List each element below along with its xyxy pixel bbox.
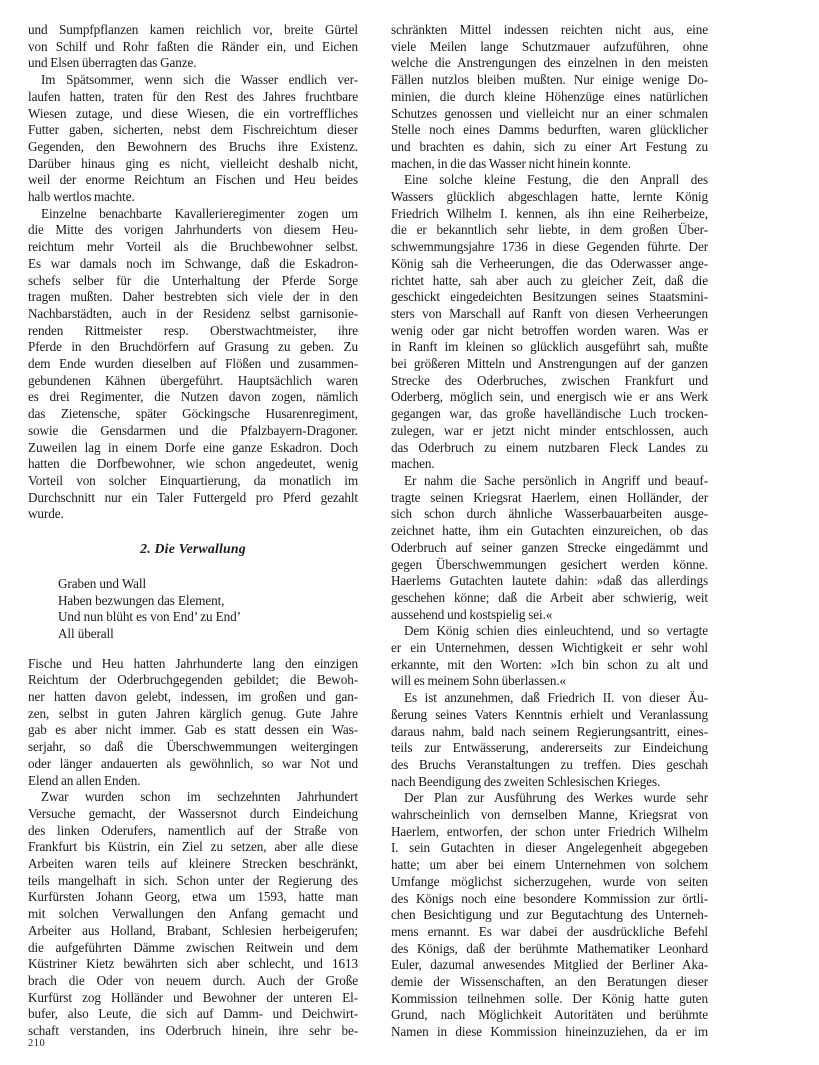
text-line: Fische und Heu hatten Jahrhunderte lang den einzigen [28, 655, 358, 671]
paragraph [391, 473, 708, 623]
text-line: demie der Wissenschaften, an den Beratungen dieser [391, 974, 708, 990]
text-line: schränkten Mittel indessen reichten nicht aus, eine [391, 22, 708, 37]
text-line: Schutzes genossen und vielleicht nur an einer schmalen [391, 105, 708, 121]
text-line: Es war damals noch im Schwange, daß die Eskadron- [28, 255, 358, 271]
text-line: Gegenden, den Bewohnern des Bruchs ihre Existenz. [28, 138, 358, 154]
text-line: oder länger andauerten als gewöhnlich, so war Not und [28, 755, 358, 771]
paragraph [28, 22, 358, 72]
text-line: geschickt eingedeichten Besitzungen seines Staatsmini- [391, 289, 708, 305]
text-line: Er nahm die Sache persönlich in Angriff und beauf- [404, 472, 708, 488]
text-line: Der Plan zur Ausführung des Werkes wurde sehr [404, 790, 708, 806]
text-line: hatten die Dorfbewohner, wie schon angedeutet, wenig [28, 456, 358, 472]
text-line: Haerlem, entworfen, der schon unter Friedrich Wilhelm [391, 823, 708, 839]
text-line: chen Besichtigung und zur Begutachtung des Unterneh- [391, 907, 708, 923]
text-line: minien, die durch kleine Höhenzüge eines natürlichen [391, 88, 708, 104]
text-line: Futter gaben, sicherten, nebst dem Fischreichtum dieser [28, 122, 358, 138]
text-line: und Sumpfpflanzen kamen reichlich vor, breite Gürtel [28, 22, 358, 37]
text-line: Wiesen zutage, und diese Wiesen, die ein vortreffliches [28, 105, 358, 121]
text-line: Grund, nach Möglichkeit Autoritäten und berühmte [391, 1007, 708, 1023]
text-line: machen, in die das Wasser nicht hinein konnte. [391, 155, 631, 171]
text-line: Zwar wurden schon im sechzehnten Jahrhundert [41, 789, 358, 805]
text-line: die er bekanntlich sehr liebte, in dem großen Über- [391, 222, 708, 238]
text-line: Nachbarstädten, auch in der Residenz selbst garnisonie- [28, 305, 358, 321]
paragraph [28, 656, 358, 790]
text-line: des Königs, daß der berühmte Mathematiker Leonhard [391, 940, 708, 956]
text-line: schwemmungsjahre 1736 in diese Gegenden führte. Der [391, 239, 708, 255]
text-line: Reichtum der Oderbruchgegenden gebildet; die Bewoh- [28, 672, 358, 688]
text-line: des Bruchs Veranstaltungen zu treffen. Dies geschah [391, 756, 708, 772]
text-line: ner hatten davon gelebt, indessen, im großen und gan- [28, 689, 358, 705]
text-line: laufen hatten, traten für den Rest des Jahres fruchtbare [28, 88, 358, 104]
text-line: gegangen war, das große havelländische Luch trocken- [391, 406, 708, 422]
text-line: bei größeren Mitteln und Anstrengungen auf der ganzen [391, 356, 708, 372]
text-line: Vorteil von solcher Einquartierung, da monatlich im [28, 472, 358, 488]
text-line: bufer, also Leute, die sich auf Damm- und Deichwirt- [28, 1006, 358, 1022]
text-line: das Zietensche, später Göckingsche Husarenregiment, [28, 406, 358, 422]
text-line: tragen mußten. Daher bestrebten sich viele der in den [28, 289, 358, 305]
verse-line: Haben bezwungen das Element, [58, 592, 225, 608]
text-line: Darüber hinaus ging es nicht, vielleicht deshalb nicht, [28, 155, 358, 171]
paragraph [28, 206, 358, 523]
text-line: welche die Anstrengungen des einzelnen in den meisten [391, 55, 708, 71]
text-line: Haerlems Gutachten lautete dahin: »daß das allerdings [391, 573, 708, 589]
verse-quote [58, 576, 358, 643]
text-line: und Elsen überragten das Ganze. [28, 55, 197, 71]
text-line: in Ranft im kleinen so glücklich ausgeführt sah, mußte [391, 339, 708, 355]
text-line: Kurfürst zog Holländer und Bewohner der unteren El- [28, 989, 358, 1005]
text-line: Frankfurt bis Küstrin, ein Ziel zu setzen, aber alle diese [28, 839, 358, 855]
text-line: es drei Regimenter, die Nutzen davon zogen, nämlich [28, 389, 358, 405]
text-line: geschehen könne; daß die Arbeit aber schwierig, weit [391, 589, 708, 605]
text-line: nach Beendigung des zweiten Schlesischen Krieges. [391, 773, 661, 789]
text-line: Kurfürsten Johann Georg, etwa um 1593, hatte man [28, 889, 358, 905]
text-line: zen, selbst in guten Jahren kärglich genug. Gute Jahre [28, 705, 358, 721]
page-number: 210 [28, 1038, 46, 1049]
paragraph [391, 172, 708, 473]
text-line: Versuche gemacht, der Wassersnot durch Eindeichung [28, 805, 358, 821]
text-line: weil der enorme Reichtum an Fischen und Heu beides [28, 172, 358, 188]
text-line: tragte seinen Kriegsrat Haerlem, einen Holländer, der [391, 489, 708, 505]
text-line: sowie die Gensdarmen und die Pfalzbayern-Dragoner. [28, 422, 358, 438]
text-line: mit solchen Verwallungen den Anfang gemacht und [28, 906, 358, 922]
text-line: Es ist anzunehmen, daß Friedrich II. von dieser Äu- [404, 690, 708, 706]
text-line: erkannte, mit den Worten: »Ich bin schon zu alt und [391, 656, 708, 672]
left-column [28, 22, 358, 1040]
text-line: des linken Oderufers, namentlich auf der Straße von [28, 822, 358, 838]
text-line: Fällen nutzlos bleiben mußten. Nur einige wenige Do- [391, 72, 708, 88]
text-line: und brachten es dahin, sich zu einer Art Festung zu [391, 138, 708, 154]
text-line: ßerung seines Vaters Kenntnis erhielt und Veranlassung [391, 706, 708, 722]
paragraph [391, 623, 708, 690]
verse-line: Graben und Wall [58, 575, 147, 591]
text-line: Dem König schien dies einleuchtend, und so vertagte [404, 623, 708, 639]
paragraph [391, 22, 708, 172]
text-line: von Schilf und Rohr faßten die Ränder ein, und Eichen [28, 38, 358, 54]
text-line: Durchschnitt nur ein Taler Futtergeld pro Pferd gezahlt [28, 489, 358, 505]
text-line: Umfange möglichst sicherzugehen, wurde von seiten [391, 873, 708, 889]
paragraph [391, 790, 708, 1041]
text-line: renden Rittmeister resp. Oberstwachtmeister, ihre [28, 322, 358, 338]
text-line: er ein Unternehmen, dessen Wichtigkeit er sehr wohl [391, 640, 708, 656]
text-line: daraus nahm, bald nach seinem Regierungsantritt, eines- [391, 723, 708, 739]
text-line: teils zur Entwässerung, andererseits zur Eindeichung [391, 740, 708, 756]
verse-line: Und nun blüht es von End’ zu End’ [58, 609, 241, 625]
text-line: reichtum mehr Vorteil als die Bruchbewohner selbst. [28, 239, 358, 255]
text-line: Oderberg, möglich sein, und energisch wie er ans Werk [391, 389, 708, 405]
text-line: serjahr, so daß die Überschwemmungen weitergingen [28, 739, 358, 755]
text-line: will es meinem Sohn überlassen.« [391, 673, 567, 689]
text-line: Wassers glücklich abgeschlagen hatte, lernte König [391, 189, 708, 205]
text-line: brach die Oder von neuem durch. Auch der Große [28, 972, 358, 988]
text-line: halb wertlos machte. [28, 189, 135, 205]
text-line: gebundenen Kähnen übergeführt. Hauptsächlich waren [28, 372, 358, 388]
text-line: Eine solche kleine Festung, die den Anprall des [404, 172, 708, 188]
text-line: des Königs noch eine besondere Kommission zur örtli- [391, 890, 708, 906]
paragraph [28, 789, 358, 1040]
text-line: wenig oder gar nicht betroffen worden waren. Was er [391, 322, 708, 338]
text-line: gab es aber nicht immer. Gab es statt dessen ein Was- [28, 722, 358, 738]
section-heading: 2. Die Verwallung [140, 541, 246, 557]
right-column [391, 22, 708, 1041]
text-line: wurde. [28, 506, 64, 522]
text-line: Kommission teilnehmen solle. Der König hatte guten [391, 990, 708, 1006]
text-line: teils mangelhaft in sich. Schon unter der Regierung des [28, 872, 358, 888]
text-line: die aufgeführten Dämme zwischen Reitwein und dem [28, 939, 358, 955]
text-line: Friedrich Wilhelm I. kennen, als ihn eine Reiherbeize, [391, 205, 708, 221]
text-line: schefs selber für die Unterhaltung der Pferde Sorge [28, 272, 358, 288]
text-line: Zuweilen lag in einem Dorfe eine ganze Eskadron. Doch [28, 439, 358, 455]
text-line: gegen Überschwemmungen gesichert werden könne. [391, 556, 708, 572]
text-line: sters von Marschall auf Ranft von diesen Verheerungen [391, 305, 708, 321]
text-line: richtet hatte, sah aber auch zu gleicher Zeit, daß die [391, 272, 708, 288]
text-line: das Oderbruch zu einem nutzbaren Fleck Landes zu [391, 439, 708, 455]
text-line: zeichnet hatte, ihm ein Gutachten einzureichen, ob das [391, 523, 708, 539]
paragraph [391, 690, 708, 790]
text-line: hatte; um aber bei einem Unternehmen von solchem [391, 857, 708, 873]
text-line: mens ernannt. Es war dabei der ausdrückliche Befehl [391, 923, 708, 939]
text-line: machen. [391, 456, 435, 472]
text-line: Namen in diese Kommission hineinzuziehen, da er im [391, 1024, 708, 1040]
text-line: schaft verstanden, ins Oderbruch hinein, ihre sehr be- [28, 1023, 358, 1039]
text-line: wahrscheinlich von demselben Manne, Kriegsrat von [391, 807, 708, 823]
paragraph [28, 72, 358, 206]
text-line: Arbeiten waren teils auf kleinere Strecken beschränkt, [28, 856, 358, 872]
text-line: dem Ende wurden dieselben auf Flößen und zusammen- [28, 356, 358, 372]
text-line: viele Meilen lange Schutzmauer aufzuführen, ohne [391, 38, 708, 54]
text-line: Oderbruch auf seiner ganzen Strecke eingedämmt und [391, 539, 708, 555]
text-line: zulegen, war er jetzt nicht minder entschlossen, auch [391, 422, 708, 438]
text-line: sich schon durch ähnliche Wasserbauarbeiten ausge- [391, 506, 708, 522]
text-line: Euler, dazumal anwesendes Mitglied der Berliner Aka- [391, 957, 708, 973]
text-line: Küstriner Kietz bewährten sich aber schlecht, und 1613 [28, 956, 358, 972]
text-line: Pferde in den Bruchdörfern auf Grasung zu geben. Zu [28, 339, 358, 355]
text-line: Im Spätsommer, wenn sich die Wasser endlich ver- [41, 72, 358, 88]
text-line: I. sein Gutachten in dieser Angelegenheit abgegeben [391, 840, 708, 856]
text-line: Arbeiter aus Holland, Brabant, Schlesien herbeigerufen; [28, 922, 358, 938]
text-line: Strecke des Oderbruches, zwischen Frankfurt und [391, 372, 708, 388]
text-line: Einzelne benachbarte Kavallerieregimenter zogen um [41, 205, 358, 221]
text-line: König sah die Verheerungen, die das Oderwasser ange- [391, 255, 708, 271]
text-line: Stelle noch eines Damms bedurften, waren glücklicher [391, 122, 708, 138]
text-line: Elend an allen Enden. [28, 772, 141, 788]
verse-line: All überall [58, 625, 114, 641]
text-line: aussehend und kostspielig sei.« [391, 606, 553, 622]
text-line: die Mitte des vorigen Jahrhunderts von diesem Heu- [28, 222, 358, 238]
